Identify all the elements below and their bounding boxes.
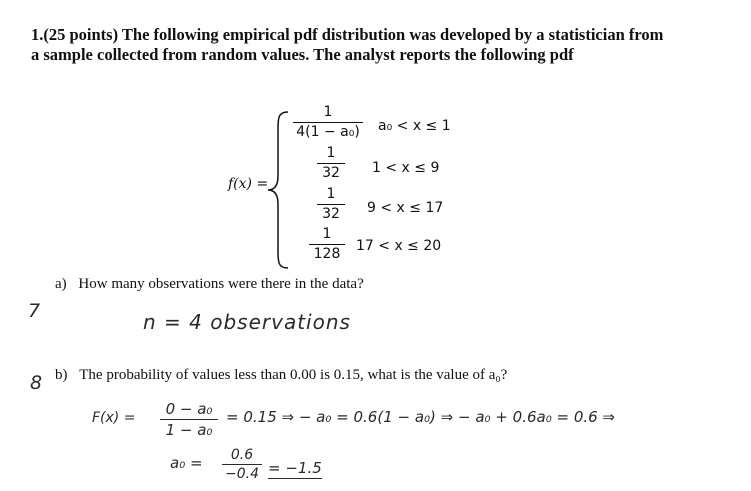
fraction-bar [309,244,345,245]
pdf-piece-4-cond: 17 < x ≤ 20 [356,238,442,254]
part-a-label: a) [55,276,67,292]
pdf-piece-1-num: 1 [323,104,333,120]
pdf-piece-3-fraction [317,186,345,223]
work-line1-lhs: F(x) = [92,410,136,426]
pdf-brace [252,110,292,270]
work-line2-num: 0.6 [230,447,254,463]
fraction-bar [293,122,363,123]
part-b-score: 8 [30,372,43,394]
part-b-question: The probability of values less than 0.00 is 0.15, what is the value of a₀? [79,367,508,383]
fraction-bar [317,204,345,205]
part-a-question: How many observations were there in the data? [78,276,364,292]
work-line2-result: = −1.5 [268,459,322,477]
work-line1-num: 0 − a₀ [165,400,213,418]
pdf-piece-4-fraction [309,226,345,263]
fraction-bar [222,464,262,465]
part-b-question-row [55,367,507,384]
work-line2-den: −0.4 [225,466,259,482]
work-line1-rest: = 0.15 ⇒ − a₀ = 0.6(1 − a₀) ⇒ − a₀ + 0.6a₀ = 0.6 ⇒ [226,408,616,426]
part-a-score: 7 [28,300,41,322]
pdf-piece-3-den: 32 [322,206,340,222]
pdf-piece-2-cond: 1 < x ≤ 9 [372,160,440,176]
part-a-answer: n = 4 observations [143,310,351,334]
part-a-question-row [55,276,364,293]
pdf-piece-3-num: 1 [326,186,336,202]
pdf-piece-1-den: 4(1 − a₀) [296,124,360,140]
part-b-label: b) [55,367,68,383]
pdf-piece-1-cond: a₀ < x ≤ 1 [378,118,451,134]
heading-line-1: 1.(25 points) The following empirical pdf distribution was developed by a statistician from [31,25,664,44]
pdf-piece-4-num: 1 [322,226,332,242]
work-line1-den: 1 − a₀ [165,421,213,439]
problem-heading [31,25,731,65]
fraction-bar [317,163,345,164]
work-line2-fraction [222,447,262,482]
pdf-piece-2-num: 1 [326,145,336,161]
work-line1-fraction [160,400,218,439]
work-line2-lhs: a₀ = [170,454,203,472]
pdf-piece-4-den: 128 [313,246,341,262]
pdf-lhs: f(x) = [228,176,269,192]
pdf-piece-1-fraction [293,104,363,141]
pdf-piece-3-cond: 9 < x ≤ 17 [367,200,444,216]
heading-line-2: a sample collected from random values. The analyst reports the following pdf [31,45,574,64]
pdf-piece-2-fraction [317,145,345,182]
pdf-piece-2-den: 32 [322,165,340,181]
fraction-bar [160,419,218,420]
